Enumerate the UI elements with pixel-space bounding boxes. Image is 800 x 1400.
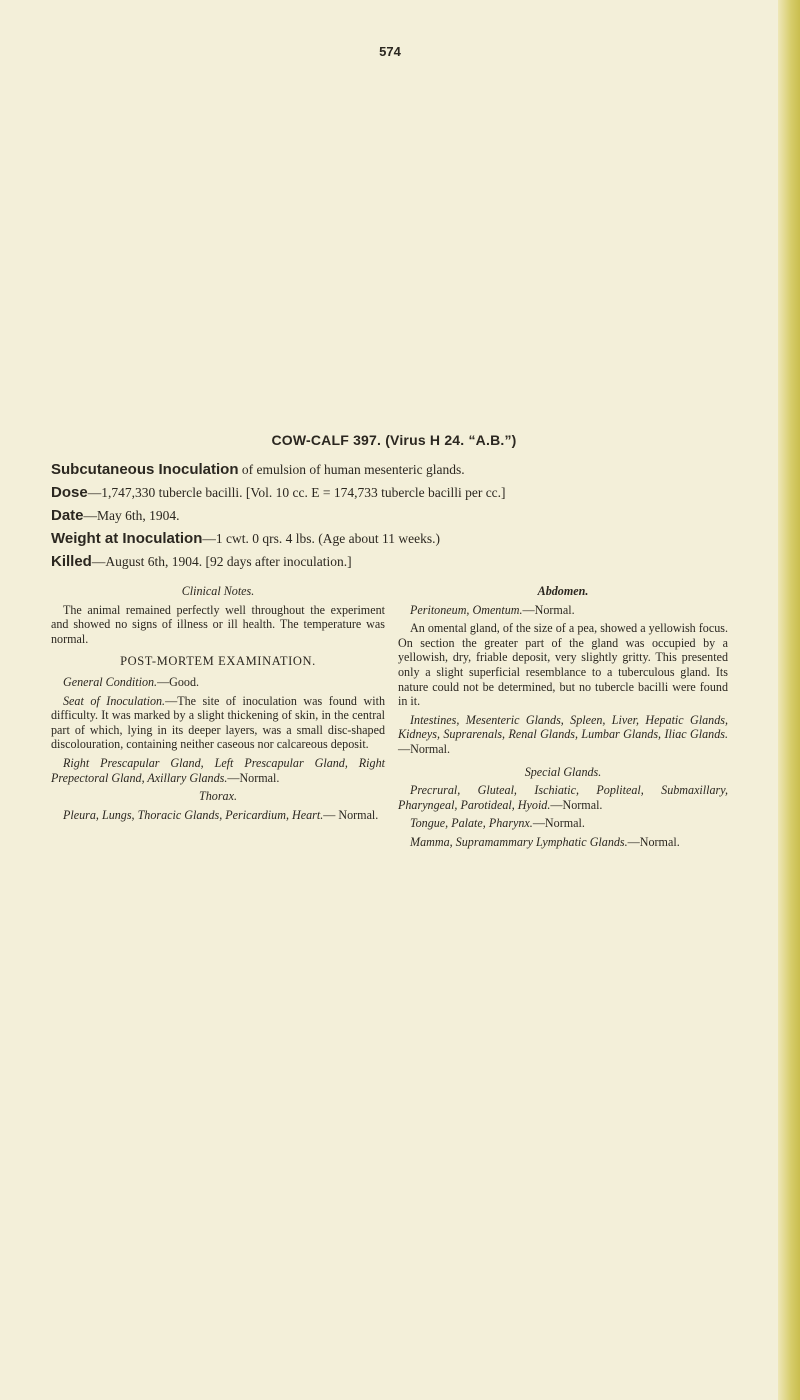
mamma-value: —Normal. [627, 834, 680, 849]
glands-paragraph [51, 756, 385, 785]
dose-line [51, 483, 771, 503]
weight-label: Weight at Inoculation [51, 530, 203, 547]
thorax-label: Pleura, Lungs, Thoracic Glands, Pericardium, Heart. [63, 807, 324, 822]
general-label: General Condition. [63, 674, 158, 689]
seat-value: —The site of inoculation was found with difficulty. It was marked by a slight thickening of skin, in the central part of which, lying in its deeper layers, was a small disc-shaped discolouration, containing neither caseous nor calcareous deposit. [51, 693, 386, 752]
peritoneum-value: —Normal. [522, 602, 575, 617]
general-condition [51, 675, 385, 690]
mamma-label: Mamma, Supramammary Lymphatic Glands. [410, 834, 628, 849]
killed-line [51, 552, 771, 572]
special-paragraph [398, 783, 728, 812]
thorax-paragraph [51, 808, 385, 823]
date-value: —May 6th, 1904. [83, 508, 180, 523]
intestines-paragraph [398, 713, 728, 757]
killed-label: Killed [51, 553, 92, 570]
omental-text: An omental gland, of the size of a pea, showed a yellowish focus. On section the greater part of the gland was occupied by a yellowish, dry, friable deposit, very slightly gritty. This presented only a slight superficial resemblance to a tuberculous gland. Its nature could not be determined, but no tubercle bacilli were found in it. [398, 621, 728, 709]
inoculation-line [51, 460, 771, 480]
page-number: 574 [379, 44, 401, 59]
mamma-paragraph [398, 835, 728, 850]
date-line [51, 506, 771, 526]
date-label: Date [51, 507, 84, 524]
thorax-value: — Normal. [323, 807, 379, 822]
abdomen-heading: Abdomen. [537, 584, 589, 598]
tongue-paragraph [398, 816, 728, 831]
page-edge [778, 0, 800, 1400]
inoculation-label: Subcutaneous Inoculation [51, 461, 239, 478]
postmortem-heading: POST-MORTEM EXAMINATION. [120, 654, 316, 669]
glands-value: —Normal. [227, 770, 280, 785]
clinical-text: The animal remained perfectly well throughout the experiment and showed no signs of illness or ill health. The temperature was normal. [51, 602, 385, 646]
special-heading: Special Glands. [524, 764, 602, 779]
peritoneum-paragraph [398, 603, 728, 618]
right-column [398, 584, 728, 854]
clinical-heading: Clinical Notes. [181, 584, 255, 598]
tongue-label: Tongue, Palate, Pharynx. [410, 816, 533, 831]
general-value: —Good. [157, 674, 200, 689]
tongue-value: —Normal. [532, 816, 585, 831]
dose-label: Dose [51, 484, 88, 501]
peritoneum-label: Peritoneum, Omentum. [410, 602, 523, 617]
weight-line [51, 529, 771, 549]
thorax-heading: Thorax. [199, 789, 237, 804]
seat-label: Seat of Inoculation. [63, 693, 166, 708]
special-label: Precrural, Gluteal, Ischiatic, Popliteal, Submaxillary, Pharyngeal, Parotideal, Hyoid. [398, 783, 728, 812]
glands-label: Right Prescapular Gland, Left Prescapular Gland, Right Prepectoral Gland, Axillary Glands. [51, 755, 385, 785]
left-column [51, 584, 385, 826]
dose-value: —1,747,330 tubercle bacilli. [Vol. 10 cc. E = 174,733 tubercle bacilli per cc.] [87, 485, 506, 500]
seat-of-inoculation [51, 694, 385, 752]
document-title: COW-CALF 397. (Virus H 24. “A.B.”) [271, 432, 517, 448]
inoculation-value: of emulsion of human mesenteric glands. [238, 462, 465, 477]
intestines-value: —Normal. [398, 741, 451, 756]
weight-value: —1 cwt. 0 qrs. 4 lbs. (Age about 11 weeks.) [202, 531, 440, 546]
intestines-label: Intestines, Mesenteric Glands, Spleen, Liver, Hepatic Glands, Kidneys, Suprarenals, Renal Glands, Lumbar Glands, Iliac Glands. [398, 712, 728, 742]
special-value: —Normal. [550, 797, 603, 812]
killed-value: —August 6th, 1904. [92 days after inoculation.] [91, 554, 352, 569]
